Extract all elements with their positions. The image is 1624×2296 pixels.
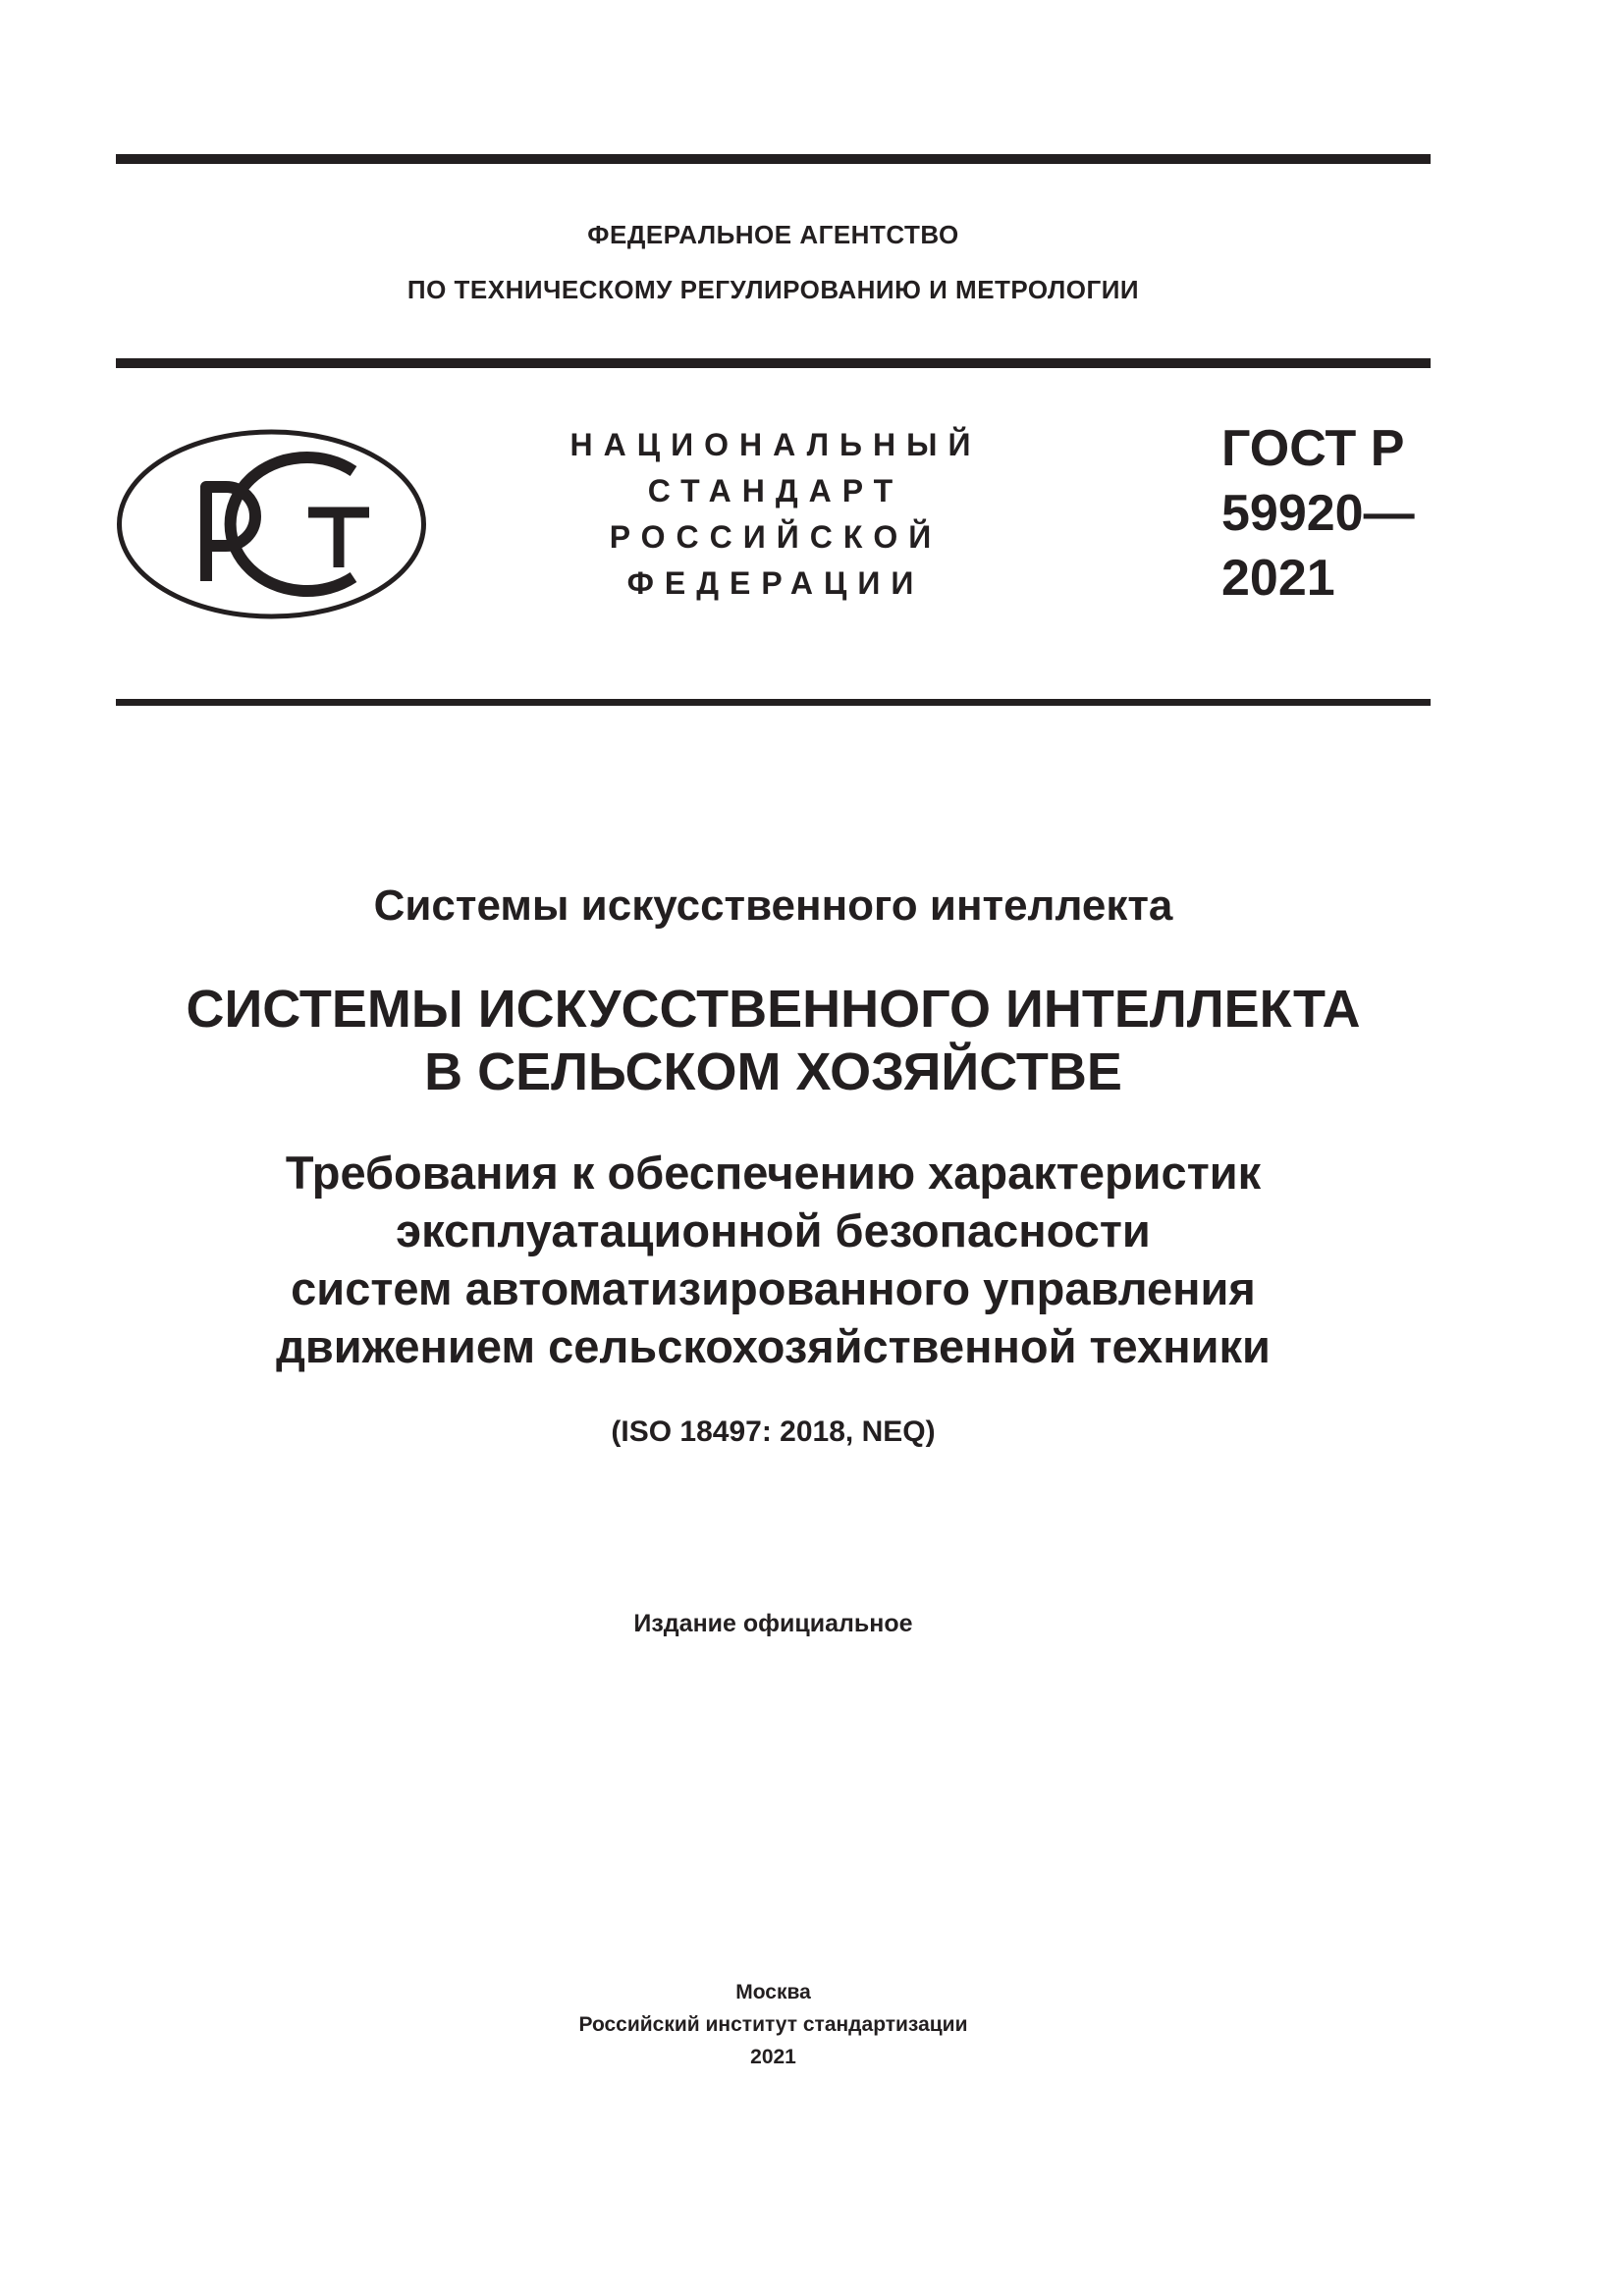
rst-logo-letters [206,457,369,591]
imprint-publisher: Российский институт стандартизации [578,2013,968,2036]
document-main-title [116,978,1431,1103]
requirements-line2: эксплуатационной безопасности [396,1204,1151,1256]
standard-type-line1: НАЦИОНАЛЬНЫЙ [569,427,982,462]
top-rule [116,154,1431,164]
imprint [116,1976,1431,2073]
edition-note: Издание официальное [633,1610,913,1637]
standard-type-line4: ФЕДЕРАЦИИ [626,565,925,601]
agency-name-line1: ФЕДЕРАЛЬНОЕ АГЕНТСТВО [587,220,959,249]
designation-rule [116,699,1431,706]
main-title-line1: СИСТЕМЫ ИСКУССТВЕННОГО ИНТЕЛЛЕКТА [186,980,1361,1039]
iso-reference: (ISO 18497: 2018, NEQ) [611,1415,936,1448]
requirements-line3: систем автоматизированного управления [291,1262,1256,1314]
document-subtitle: Системы искусственного интеллекта [373,881,1173,930]
imprint-year: 2021 [750,2046,796,2068]
agency-name-line2: ПО ТЕХНИЧЕСКОМУ РЕГУЛИРОВАНИЮ И МЕТРОЛОГИИ [406,275,1140,304]
header-rule [116,358,1431,368]
rst-logo-icon [116,428,427,620]
designation-line3: 2021 [1221,550,1335,607]
imprint-city: Москва [735,1981,811,2003]
standard-type-line3: РОССИЙСКОЙ [609,519,943,555]
designation-line2: 59920— [1221,485,1415,542]
standard-designation [1221,416,1415,611]
standard-type-block [550,422,1001,607]
requirements-line4: движением сельскохозяйственной техники [276,1320,1271,1372]
document-requirements-title [116,1144,1431,1375]
standard-type-line2: СТАНДАРТ [647,473,904,508]
main-title-line2: В СЕЛЬСКОМ ХОЗЯЙСТВЕ [424,1042,1122,1101]
designation-line1: ГОСТ Р [1221,420,1405,477]
requirements-line1: Требования к обеспечению характеристик [285,1147,1262,1199]
